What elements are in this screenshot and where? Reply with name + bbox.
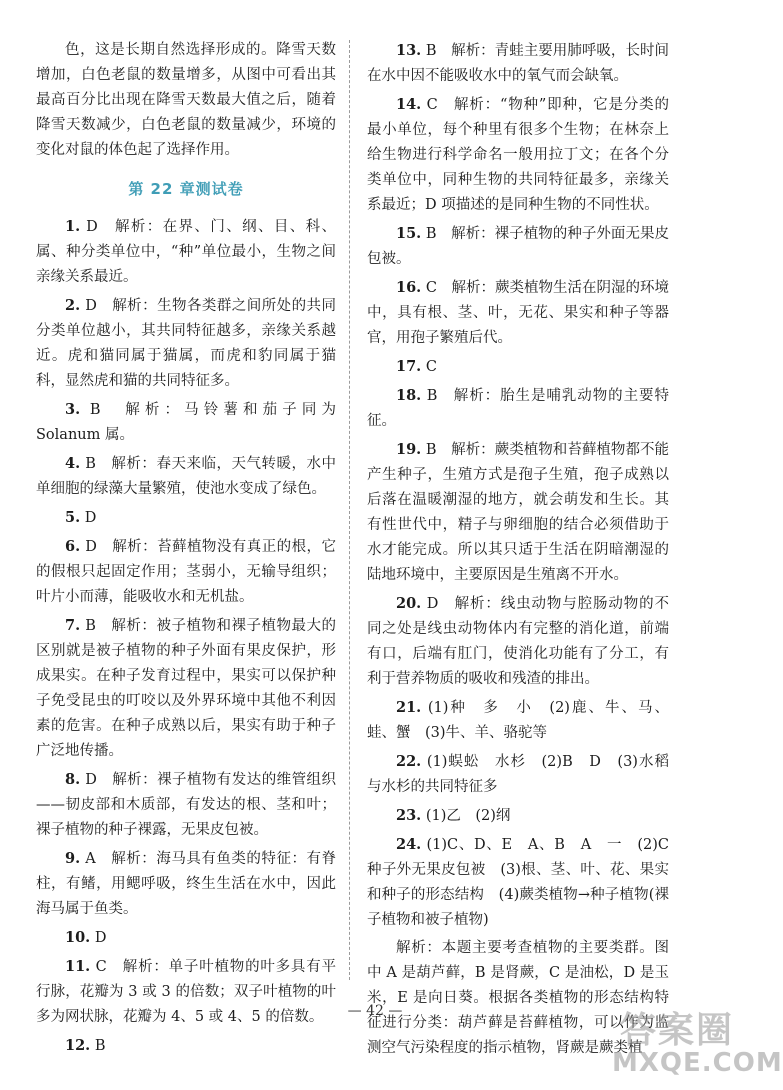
answer-number: 20. — [396, 595, 422, 612]
answer-number: 2. — [65, 297, 81, 314]
answer-item — [36, 613, 336, 764]
answer-item — [36, 846, 336, 922]
answer-number: 15. — [396, 225, 422, 242]
right-answer-list — [367, 38, 669, 933]
answer-text: A 解析：海马具有鱼类的特征：有脊柱，有鳍，用鳃呼吸，终生生活在水中，因此海马属于鱼类。 — [36, 851, 336, 917]
answer-item — [367, 275, 669, 351]
answer-item — [36, 505, 336, 531]
answer-item — [36, 451, 336, 502]
left-column — [36, 38, 336, 1062]
left-answer-list — [36, 214, 336, 1059]
answer-item — [36, 767, 336, 843]
answer-number: 5. — [65, 509, 81, 526]
page-number: — 42 — — [347, 1003, 403, 1019]
answer-item — [367, 803, 669, 829]
answer-item — [367, 749, 669, 800]
answer-text: D 解析：裸子植物有发达的维管组织——韧皮部和木质部，有发达的根、茎和叶；裸子植物的种子裸露，无果皮包被。 — [36, 772, 336, 838]
answer-text: B 解析：春天来临，天气转暖，水中单细胞的绿藻大量繁殖，使池水变成了绿色。 — [36, 456, 336, 497]
answer-item — [367, 92, 669, 218]
answer-item — [367, 38, 669, 89]
answer-item — [367, 437, 669, 588]
answer-number: 18. — [396, 387, 422, 404]
answer-number: 22. — [396, 753, 422, 770]
answer-number: 13. — [396, 42, 422, 59]
answer-item — [367, 354, 669, 380]
answer-item — [36, 925, 336, 951]
answer-number: 9. — [65, 850, 81, 867]
answer-number: 16. — [396, 279, 422, 296]
answer-number: 24. — [396, 836, 422, 853]
answer-text: C — [421, 359, 437, 375]
answer-text: B 解析：胎生是哺乳动物的主要特征。 — [367, 388, 669, 429]
answer-text: B 解析：裸子植物的种子外面无果皮包被。 — [367, 226, 669, 267]
answer-text: C 解析：单子叶植物的叶多具有平行脉，花瓣为 3 或 3 的倍数；双子叶植物的叶多为网状脉，花瓣为 4、5 或 4、5 的倍数。 — [36, 959, 336, 1025]
watermark-logo — [612, 1000, 783, 1082]
answer-text: D 解析：苔藓植物没有真正的根，它的假根只起固定作用；茎弱小，无输导组织；叶片小而薄，能吸收水和无机盐。 — [36, 539, 336, 605]
right-column — [367, 38, 669, 1064]
watermark-text-en: MXQE.COM — [612, 1048, 783, 1078]
answer-number: 17. — [396, 358, 422, 375]
answer-item — [36, 1033, 336, 1059]
answer-number: 19. — [396, 441, 422, 458]
answer-item — [367, 591, 669, 692]
answer-item — [36, 293, 336, 394]
answer-text: B 解析：青蛙主要用肺呼吸，长时间在水中因不能吸收水中的氧气而会缺氧。 — [367, 43, 669, 84]
answer-text: (1)C、D、E A、B A 一 (2)C 种子外无果皮包被 (3)根、茎、叶、花、果实和种子的形态结构 (4)蕨类植物→种子植物(裸子植物和被子植物) — [367, 837, 669, 928]
column-divider — [349, 40, 350, 980]
answer-text: (1)蜈蚣 水杉 (2)B D (3)水稻与水杉的共同特征多 — [367, 754, 669, 795]
answer-text: D 解析：生物各类群之间所处的共同分类单位越小，其共同特征越多，亲缘关系越近。虎和猫同属于猫属，而虎和豹同属于猫科，显然虎和猫的共同特征多。 — [36, 298, 336, 389]
answer-item — [367, 221, 669, 272]
answer-text: B — [90, 1038, 106, 1054]
answer-number: 21. — [396, 699, 422, 716]
answer-text: B 解析：蕨类植物和苔藓植物都不能产生种子，生殖方式是孢子生殖，孢子成熟以后落在温暖潮湿的地方，就会萌发和生长。其有性世代中，精子与卵细胞的结合必须借助于水才能完成。所以其只适于生活在阴暗潮湿的陆地环境中，主要原因是生殖离不开水。 — [367, 442, 669, 583]
answer-number: 3. — [65, 401, 81, 418]
answer-item — [36, 534, 336, 610]
answer-item — [367, 832, 669, 933]
answer-text: D — [80, 510, 97, 526]
answer-number: 1. — [65, 218, 81, 235]
answer-text: C 解析：蕨类植物生活在阴湿的环境中，具有根、茎、叶，无花、果实和种子等器官，用孢子繁殖后代。 — [367, 280, 669, 346]
answer-text: (1)乙 (2)纲 — [421, 808, 511, 824]
answer-item — [367, 383, 669, 434]
answer-number: 4. — [65, 455, 81, 472]
section-title: 第 22 章测试卷 — [128, 180, 244, 198]
answer-number: 10. — [65, 929, 91, 946]
answer-number: 7. — [65, 617, 81, 634]
answer-number: 8. — [65, 771, 81, 788]
answer-item — [36, 214, 336, 290]
answer-text: (1)种 多 小 (2)鹿、牛、马、蛙、蟹 (3)牛、羊、骆驼等 — [367, 700, 669, 741]
answer-number: 11. — [65, 958, 91, 975]
answer-item — [36, 397, 336, 448]
answer-text: C 解析：“物种”即种，它是分类的最小单位，每个种里有很多个生物；在林奈上给生物进行科学命名一般用拉丁文；在各个分类单位中，同种生物的共同特征最多，亲缘关系最近；D 项描述的是同种生物的不同性状。 — [367, 97, 669, 213]
answer-text: D 解析：线虫动物与腔肠动物的不同之处是线虫动物体内有完整的消化道，前端有口，后端有肛门，使消化功能有了分工，有利于营养物质的吸收和残渣的排出。 — [367, 596, 669, 687]
answer-number: 12. — [65, 1037, 91, 1054]
watermark-text-cn: 答案圈 — [619, 1010, 734, 1051]
answer-number: 6. — [65, 538, 81, 555]
analysis-paragraph: 解析：本题主要考查植物的主要类群。图中 A 是葫芦藓，B 是肾蕨，C 是油松，D 是玉米，E 是向日葵。根据各类植物的形态结构特征进行分类：葫芦藓是苔藓植物，可以作为监测空气污染程度的指示植物，肾蕨是蕨类植 — [367, 940, 669, 1056]
answer-number: 23. — [396, 807, 422, 824]
intro-paragraph: 色，这是长期自然选择形成的。降雪天数增加，白色老鼠的数量增多，从图中可看出其最高百分比出现在降雪天数最大值之后，随着降雪天数减少，白色老鼠的数量减少，环境的变化对鼠的体色起了选择作用。 — [36, 42, 336, 158]
answer-text: B 解析：被子植物和裸子植物最大的区别就是被子植物的种子外面有果皮保护，形成果实。在种子发育过程中，果实可以保护种子免受昆虫的叮咬以及外界环境中其他不利因素的危害。在种子成熟以后，果实有助于种子广泛地传播。 — [36, 618, 336, 759]
answer-text: D — [90, 930, 107, 946]
answer-item — [367, 695, 669, 746]
answer-text: B 解析：马铃薯和茄子同为 Solanum 属。 — [36, 402, 336, 443]
answer-text: D 解析：在界、门、纲、目、科、属、种分类单位中，“种”单位最小，生物之间亲缘关系最近。 — [36, 219, 336, 285]
answer-number: 14. — [396, 96, 422, 113]
